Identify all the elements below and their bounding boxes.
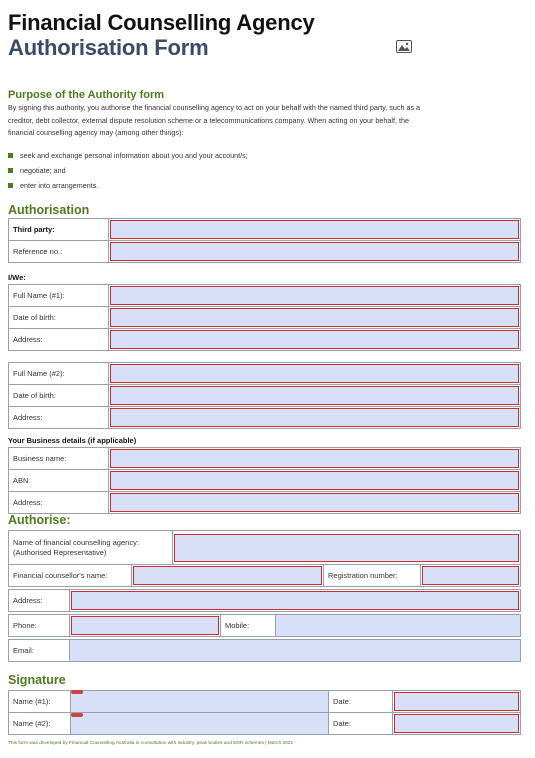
signature-table	[8, 690, 521, 735]
counsellor-field[interactable]	[133, 566, 322, 585]
third-party-table	[8, 218, 521, 263]
list-item: enter into arrangements.	[8, 180, 248, 195]
abn-label: ABN	[9, 470, 109, 492]
full-name-2-field[interactable]	[110, 364, 519, 383]
phone-field[interactable]	[71, 616, 219, 635]
person2-table	[8, 362, 521, 429]
agency-label: Name of financial counselling agency: (Authorised Representative)	[9, 531, 173, 565]
signature-name-1-label: Name (#1):	[9, 691, 71, 713]
address-2-field[interactable]	[110, 408, 519, 427]
business-table	[8, 447, 521, 514]
signature-1-field[interactable]	[71, 691, 329, 713]
dob-1-field[interactable]	[110, 308, 519, 327]
authorisation-heading: Authorisation	[8, 203, 90, 217]
mobile-field[interactable]	[276, 615, 521, 637]
date-2-label: Date:	[329, 713, 393, 735]
dob-2-label: Date of birth:	[9, 385, 109, 407]
agency-field[interactable]	[174, 534, 519, 562]
full-name-1-field[interactable]	[110, 286, 519, 305]
business-heading: Your Business details (if applicable)	[8, 436, 137, 445]
registration-label: Registration number:	[324, 565, 421, 587]
authorise-heading: Authorise:	[8, 513, 71, 527]
reference-field[interactable]	[110, 242, 519, 261]
iwe-label: I/We:	[8, 273, 26, 282]
counsellor-label: Financial counsellor's name:	[9, 565, 132, 587]
form-subtitle: Authorisation Form	[8, 35, 209, 60]
dob-1-label: Date of birth:	[9, 307, 109, 329]
agency-address-field[interactable]	[71, 591, 519, 610]
email-label: Email:	[9, 640, 70, 662]
phone-label: Phone:	[9, 615, 70, 637]
signature-1-handle[interactable]	[71, 690, 83, 694]
business-name-label: Business name:	[9, 448, 109, 470]
third-party-label: Third party:	[9, 219, 109, 241]
mobile-label: Mobile:	[221, 615, 276, 637]
signature-name-2-label: Name (#2):	[9, 713, 71, 735]
signature-2-handle[interactable]	[71, 713, 83, 717]
agency-address-label: Address:	[9, 590, 70, 612]
business-address-field[interactable]	[110, 493, 519, 512]
business-address-label: Address:	[9, 492, 109, 514]
image-placeholder-icon[interactable]	[396, 40, 412, 53]
purpose-bullet-list	[8, 150, 248, 195]
email-table	[8, 639, 521, 662]
person1-table	[8, 284, 521, 351]
agency-table	[8, 530, 521, 565]
full-name-2-label: Full Name (#2):	[9, 363, 109, 385]
dob-2-field[interactable]	[110, 386, 519, 405]
date-2-field[interactable]	[394, 714, 519, 733]
list-item: seek and exchange personal information about you and your account/s;	[8, 150, 248, 165]
phone-table	[8, 614, 521, 637]
reference-label: Reference no.:	[9, 241, 109, 263]
purpose-heading: Purpose of the Authority form	[8, 89, 165, 101]
third-party-field[interactable]	[110, 220, 519, 239]
business-name-field[interactable]	[110, 449, 519, 468]
footer-text: This form was developed by Financial Counselling Australia in consultation with industry, peak bodies and EDR schemes | March 2021	[8, 741, 294, 746]
list-item: negotiate; and	[8, 165, 248, 180]
full-name-1-label: Full Name (#1):	[9, 285, 109, 307]
purpose-paragraph: By signing this authority, you authorise the financial counselling agency to act on your behalf with the named third party, such as a creditor, debt collector, external dispute resolution scheme or a telecommunications company. When acting on your behalf, the financial counselling agency may (among other things):	[8, 103, 421, 137]
counsellor-table	[8, 564, 521, 587]
form-title: Financial Counselling Agency	[8, 10, 315, 35]
signature-2-field[interactable]	[71, 713, 329, 735]
abn-field[interactable]	[110, 471, 519, 490]
agency-address-table	[8, 589, 521, 612]
date-1-field[interactable]	[394, 692, 519, 711]
signature-heading: Signature	[8, 673, 66, 687]
email-field[interactable]	[70, 640, 521, 662]
registration-field[interactable]	[422, 566, 519, 585]
address-2-label: Address:	[9, 407, 109, 429]
address-1-label: Address:	[9, 329, 109, 351]
address-1-field[interactable]	[110, 330, 519, 349]
date-1-label: Date:	[329, 691, 393, 713]
